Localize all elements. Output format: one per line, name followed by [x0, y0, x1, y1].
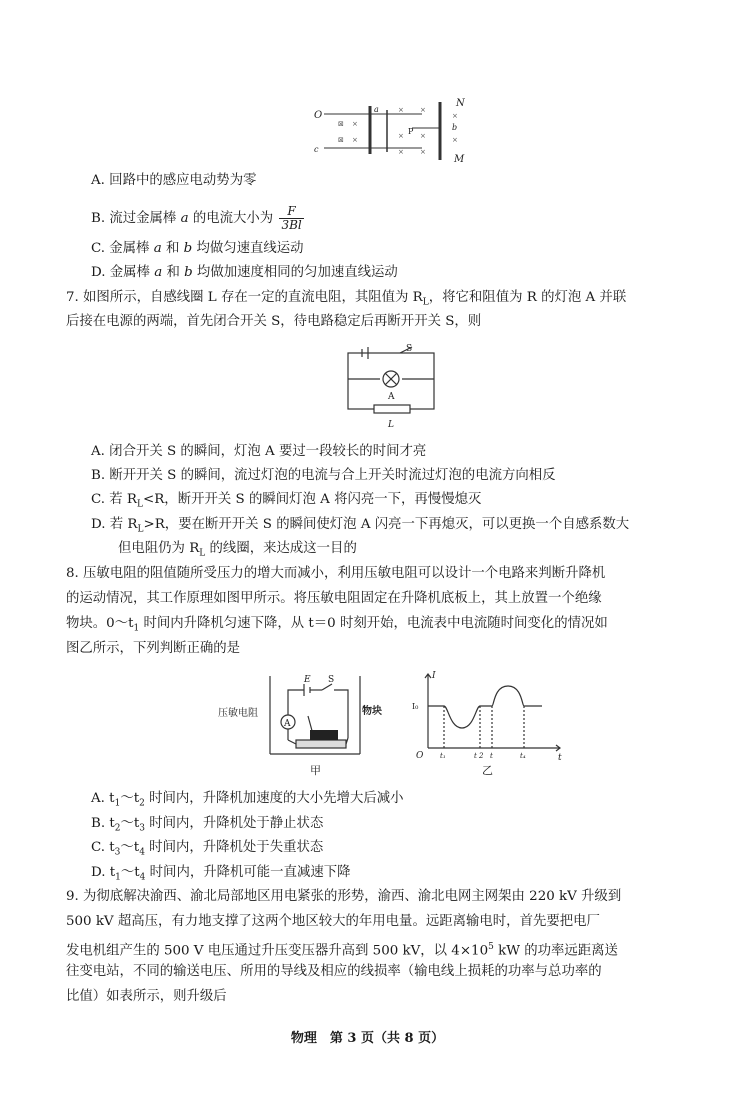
q8-option-b: B. $t_2\sim t_3$ 时间内，升降机处于静止状态	[91, 816, 324, 834]
q8-stem-line2: 的运动情况，其工作原理如图甲所示。将压敏电阻固定在升降机底板上，其上放置一个绝缘	[66, 591, 602, 606]
figure-jia-pressure-circuit	[218, 670, 388, 778]
axis-i-label: I	[432, 671, 436, 681]
q6-option-b: B. 流过金属棒 a 的电流大小为 $\frac{F}{3Bl}$	[91, 204, 302, 232]
svg-text:×: ×	[420, 106, 426, 114]
page-footer: 物理 第 3 页（共 8 页）	[290, 1031, 445, 1046]
svg-text:×: ×	[420, 132, 426, 140]
q7-option-d-line2: 但电阻仍为 $R_L$ 的线圈，来达成这一目的	[118, 541, 357, 559]
label-block: 物块	[362, 706, 382, 717]
q9-line3: 发电机组产生的 500 V 电压通过升压变压器升高到 500 kV，以 $4\times 10^5$ kW 的功率远距离送	[66, 942, 618, 959]
t4-label: t₄	[520, 752, 526, 760]
q8-stem-line1: 8. 压敏电阻的阻值随所受压力的增大而减小，利用压敏电阻可以设计一个电路来判断升降机	[66, 566, 606, 581]
q9-line4: 往变电站，不同的输送电压、所用的导线及相应的线损率（输电线上损耗的功率与总功率的	[66, 964, 602, 979]
figure-rails	[312, 96, 472, 166]
svg-text:⊠: ⊠	[338, 136, 344, 144]
battery-label: E	[304, 675, 311, 685]
q7-stem-line1: 7. 如图所示，自感线圈 L 存在一定的直流电阻，其阻值为 $R_L$，将它和阻值为 R 的灯泡 A 并联	[66, 290, 627, 308]
q7-option-b: B. 断开开关 S 的瞬间，流过灯泡的电流与合上开关时流过灯泡的电流方向相反	[91, 468, 556, 483]
q7-option-c: C. 若 $R_L<R$，断开开关 S 的瞬间灯泡 A 将闪亮一下，再慢慢熄灭	[91, 492, 482, 510]
q7-option-d-line1: D. 若 $R_L>R$，要在断开开关 S 的瞬间使灯泡 A 闪亮一下再熄灭，可以更换一个自感系数大	[91, 517, 630, 535]
svg-text:×: ×	[352, 120, 358, 128]
svg-text:×: ×	[452, 136, 458, 144]
fraction-f-over-3bl: $\frac{F}{3Bl}$	[281, 204, 302, 232]
ammeter-label: A	[284, 719, 291, 729]
q8-option-a: A. $t_1\sim t_2$ 时间内，升降机加速度的大小先增大后减小	[91, 791, 404, 809]
block-mass	[310, 730, 338, 740]
label-o: O	[314, 110, 323, 121]
q8-stem-line4: 图乙所示，下列判断正确的是	[66, 641, 241, 656]
label-n: N	[456, 98, 465, 109]
circuit-switch-label: S	[406, 344, 413, 354]
q8-option-c: C. $t_3\sim t_4$ 时间内，升降机处于失重状态	[91, 840, 324, 858]
q9-line1: 9. 为彻底解决渝西、渝北局部地区用电紧张的形势，渝西、渝北电网主网架由 220 kV 升级到	[66, 889, 622, 904]
figure-yi-current-graph	[408, 668, 568, 778]
axis-t-label: t	[558, 753, 562, 763]
label-p: P	[408, 127, 414, 136]
label-a-mark: a	[374, 105, 379, 114]
svg-text:×: ×	[398, 106, 404, 114]
circuit-inductor-label: L	[388, 420, 394, 429]
svg-text:×: ×	[352, 136, 358, 144]
label-b: b	[452, 123, 458, 132]
q6-option-c: C. 金属棒 a 和 b 均做匀速直线运动	[91, 241, 304, 256]
t1-label: t₁	[440, 752, 446, 760]
q6-option-d: D. 金属棒 a 和 b 均做加速度相同的匀加速直线运动	[91, 265, 398, 280]
caption-yi: 乙	[482, 764, 493, 777]
q6-option-a: A. 回路中的感应电动势为零	[91, 173, 257, 188]
caption-jia: 甲	[310, 764, 321, 777]
label-m: M	[454, 154, 465, 165]
svg-text:×: ×	[420, 148, 426, 156]
svg-text:×: ×	[452, 112, 458, 120]
switch-label: S	[328, 675, 335, 685]
circuit-lamp-label: A	[388, 392, 395, 402]
q7-stem-line2: 后接在电源的两端，首先闭合开关 S，待电路稳定后再断开开关 S，则	[66, 314, 482, 329]
svg-text:×: ×	[398, 132, 404, 140]
q9-line5: 比值）如表所示，则升级后	[66, 989, 227, 1004]
t2-label: t 2	[474, 752, 484, 760]
svg-text:×: ×	[398, 148, 404, 156]
q7-option-a: A. 闭合开关 S 的瞬间，灯泡 A 要过一段较长的时间才亮	[91, 444, 427, 459]
t3-label: t	[490, 752, 493, 760]
i0-label: I₀	[412, 702, 419, 711]
q8-option-d: D. $t_1\sim t_4$ 时间内，升降机可能一直减速下降	[91, 865, 351, 883]
origin-label: O	[416, 751, 424, 761]
q8-stem-line3: 物块。$0\sim t_1$ 时间内升降机匀速下降，从 t＝0 时刻开始，电流表中电流随时间变化的情况如	[66, 616, 608, 634]
svg-text:⊠: ⊠	[338, 120, 344, 128]
figure-inductor-circuit	[344, 343, 440, 429]
label-pressure-resistor: 压敏电阻	[218, 708, 258, 719]
label-c: c	[314, 145, 319, 154]
q9-line2: 500 kV 超高压，有力地支撑了这两个地区较大的年用电量。远距离输电时，首先要把电厂	[66, 914, 600, 929]
